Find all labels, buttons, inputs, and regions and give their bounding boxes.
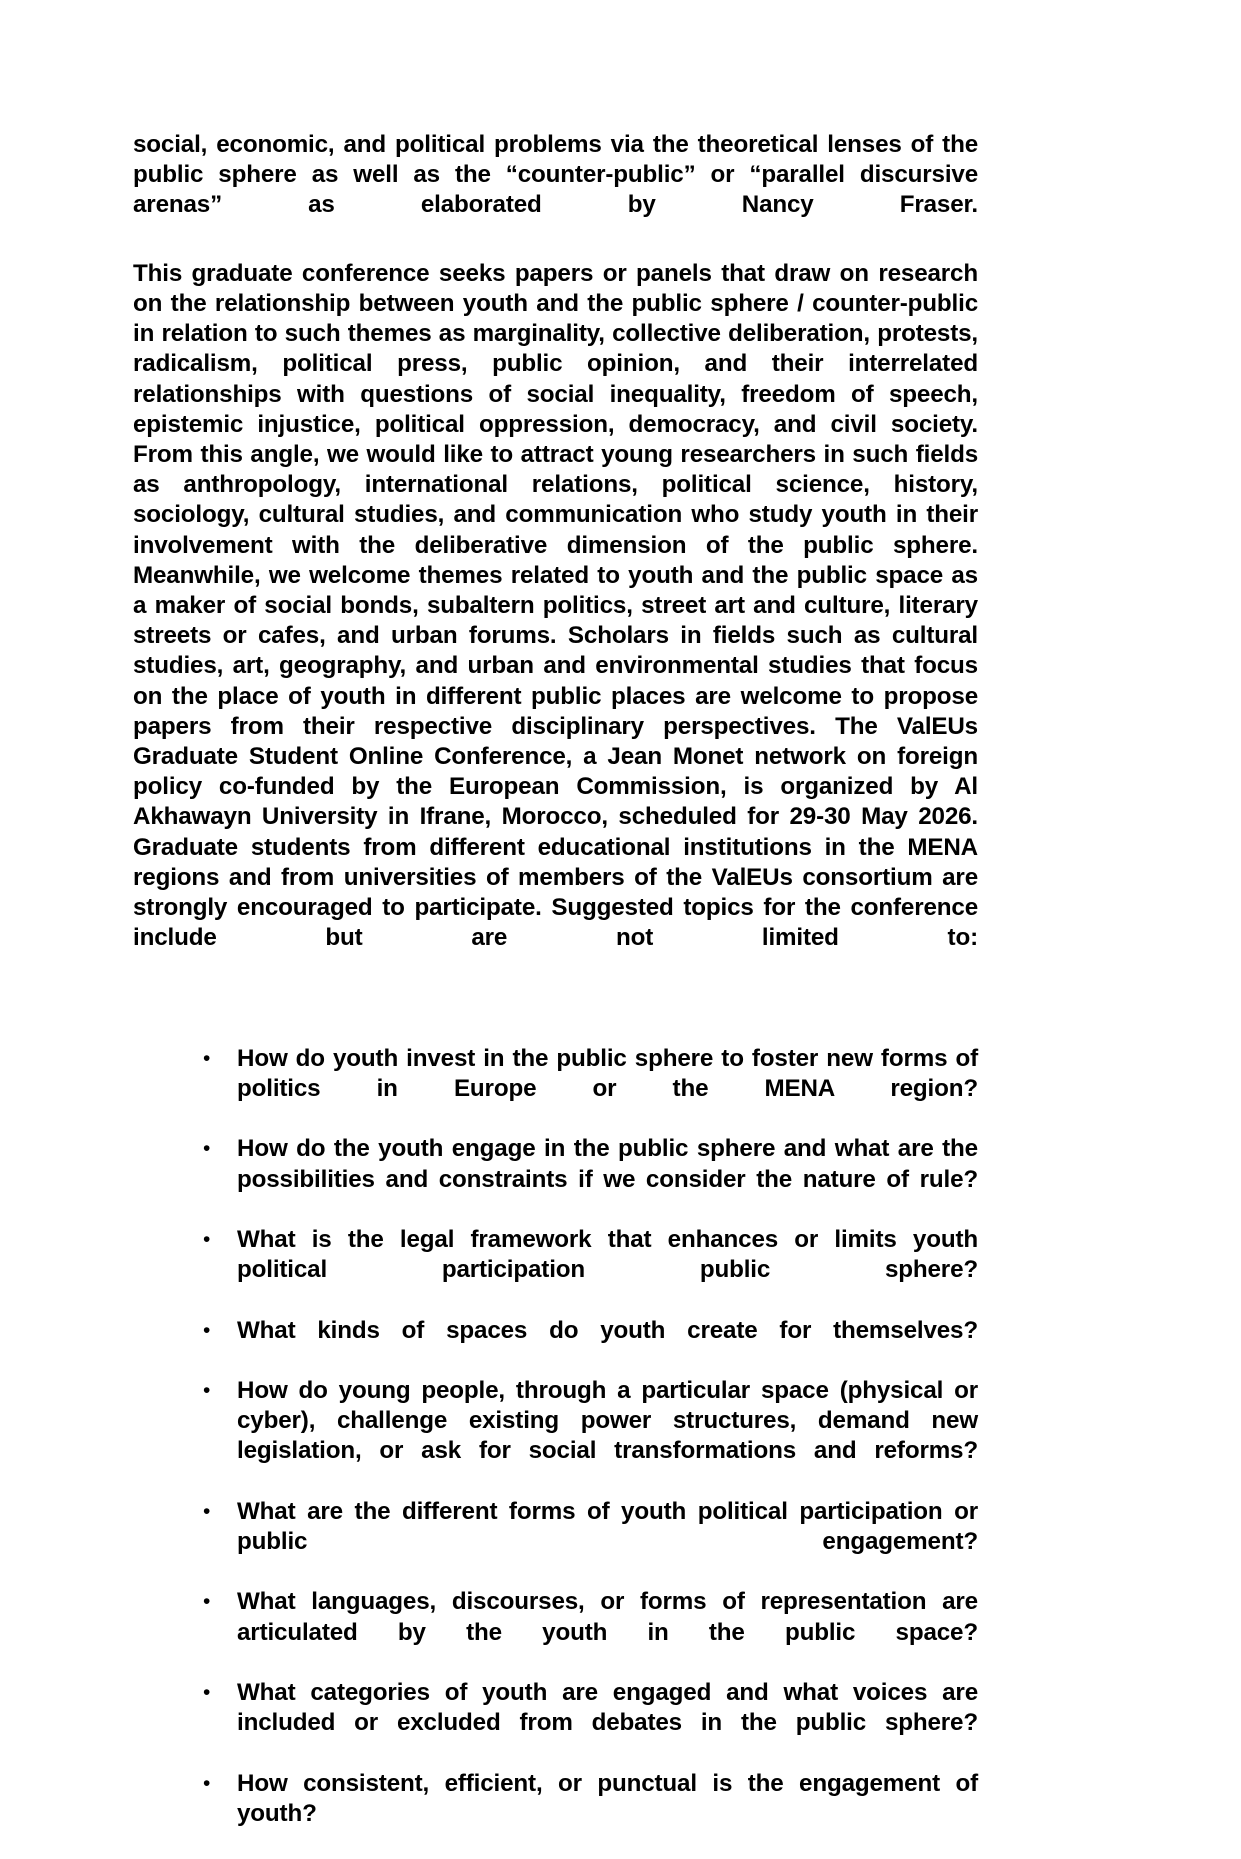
bullet-icon: •	[203, 1680, 211, 1704]
paragraph-spacer	[133, 992, 978, 1044]
list-item-text: How do the youth engage in the public sphere and what are the possibilities and constraints if we consider the nature of rule?	[237, 1135, 978, 1193]
document-body	[133, 130, 978, 1859]
list-item	[201, 1316, 978, 1376]
list-item	[201, 1497, 978, 1588]
list-item-text: What are the different forms of youth political participation or public engagement?	[237, 1497, 978, 1555]
suggested-topics-list-wrapper	[201, 1044, 978, 1859]
bullet-icon: •	[203, 1771, 211, 1795]
list-item	[201, 1044, 978, 1135]
list-item-text: What categories of youth are engaged and what voices are included or excluded from debates in the public sphere?	[237, 1678, 978, 1737]
list-item-text: How consistent, efficient, or punctual is the engagement of youth?	[237, 1769, 978, 1827]
list-item-text: What is the legal framework that enhances or limits youth political participation public sphere?	[237, 1225, 978, 1284]
bullet-icon: •	[203, 1499, 211, 1523]
call-for-papers-paragraph: This graduate conference seeks papers or panels that draw on research on the relationship between youth and the public sphere / counter-public in relation to such themes as marginality, collective deliberation, protests, radicalism, political press, public opinion, and their interrelated relationships with questions of social inequality, freedom of speech, epistemic injustice, political oppression, democracy, and civil society. From this angle, we would like to attract young researchers in such fields as anthropology, international relations, political science, history, sociology, cultural studies, and communication who study youth in their involvement with the deliberative dimension of the public sphere. Meanwhile, we welcome themes related to youth and the public space as a maker of social bonds, subaltern politics, street art and culture, literary streets or cafes, and urban forums. Scholars in fields such as cultural studies, art, geography, and urban and environmental studies that focus on the place of youth in different public places are welcome to propose papers from their respective disciplinary perspectives. The ValEUs Graduate Student Online Conference, a Jean Monet network on foreign policy co-funded by the European Commission, is organized by Al Akhawayn University in Ifrane, Morocco, scheduled for 29-30 May 2026. Graduate students from different educational institutions in the MENA regions and from universities of members of the ValEUs consortium are strongly encouraged to participate. Suggested topics for the conference include but are not limited to:	[133, 259, 978, 952]
bullet-icon: •	[203, 1590, 211, 1614]
list-item-text: How do youth invest in the public sphere to foster new forms of politics in Europe or the MENA region?	[237, 1044, 978, 1102]
bullet-icon: •	[203, 1318, 211, 1342]
list-item-text: What languages, discourses, or forms of representation are articulated by the youth in the public space?	[237, 1588, 978, 1646]
list-item	[201, 1587, 978, 1678]
list-item	[201, 1376, 978, 1497]
list-item	[201, 1134, 978, 1225]
suggested-topics-list	[201, 1044, 978, 1859]
bullet-icon: •	[203, 1046, 211, 1070]
list-item	[201, 1769, 978, 1859]
bullet-icon: •	[203, 1378, 211, 1402]
list-item	[201, 1678, 978, 1769]
bullet-icon: •	[203, 1137, 211, 1161]
bullet-icon: •	[203, 1227, 211, 1251]
list-item	[201, 1225, 978, 1316]
list-item-text: What kinds of spaces do youth create for themselves?	[237, 1316, 978, 1344]
continuation-paragraph: social, economic, and political problems via the theoretical lenses of the public sphere as well as the “counter-public” or “parallel discursive arenas” as elaborated by Nancy Fraser.	[133, 131, 978, 219]
list-item-text: How do young people, through a particular space (physical or cyber), challenge existing power structures, demand new legislation, or ask for social transformations and reforms?	[237, 1376, 978, 1465]
